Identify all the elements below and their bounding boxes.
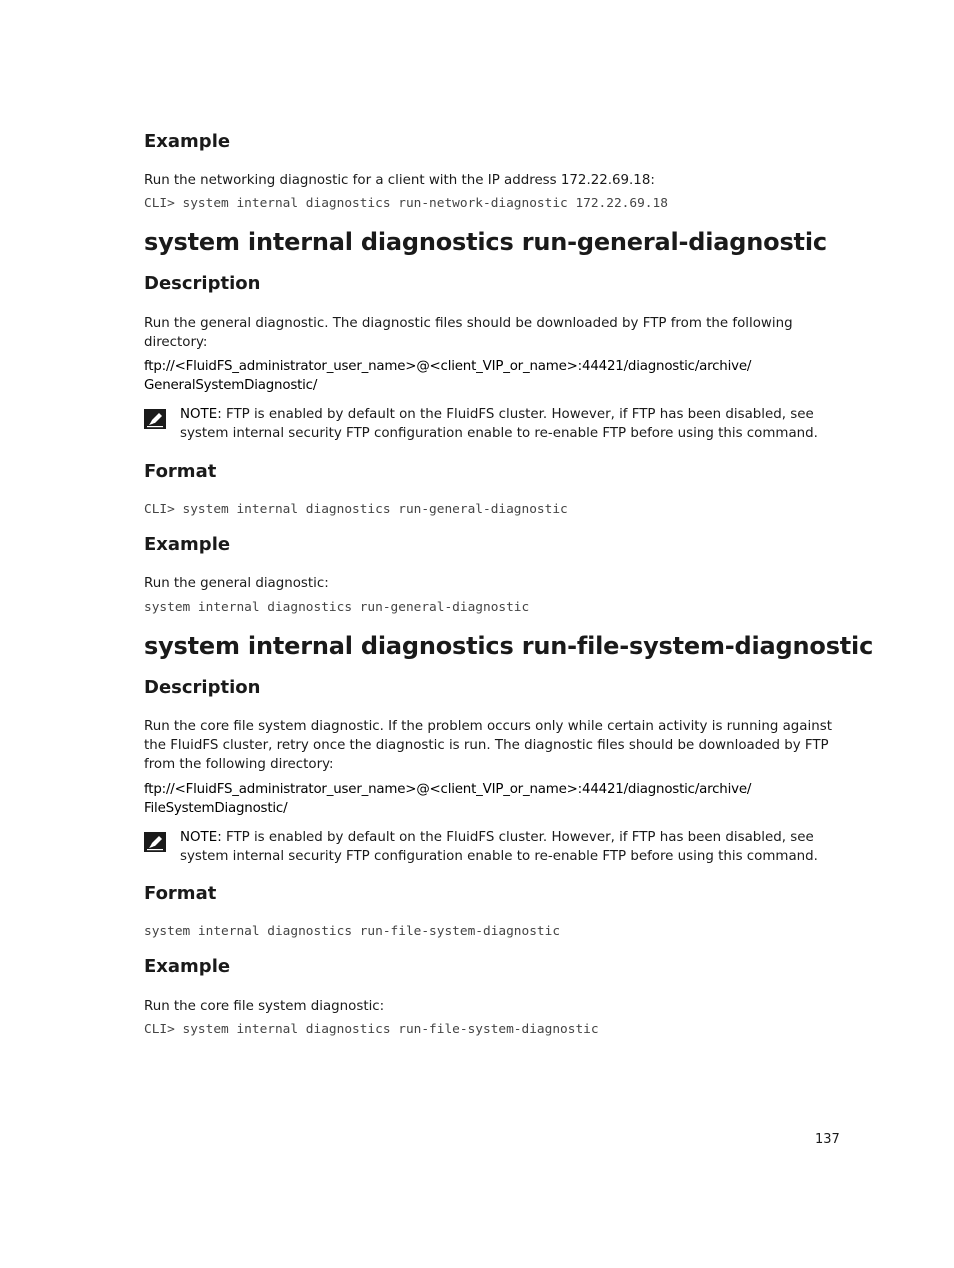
example-heading: Example <box>144 131 231 152</box>
example-text: Run the networking diagnostic for a client with the IP address 172.22.69.18: <box>144 173 655 188</box>
example-code: system internal diagnostics run-general-diagnostic <box>144 600 530 615</box>
format-code: CLI> system internal diagnostics run-general-diagnostic <box>144 502 568 517</box>
ftp-path-line1: ftp://<FluidFS_administrator_user_name>@<client_VIP_or_name>:44421/diagnostic/archive/ <box>144 359 752 374</box>
note-text <box>180 405 844 443</box>
section-title-filesystem: system internal diagnostics run-file-system-diagnostic <box>144 632 874 660</box>
description-heading: Description <box>144 273 261 294</box>
ftp-path <box>144 780 844 818</box>
note-pencil-icon <box>144 832 166 852</box>
example-text: Run the core file system diagnostic: <box>144 999 385 1014</box>
example-code: CLI> system internal diagnostics run-network-diagnostic 172.22.69.18 <box>144 196 668 211</box>
ftp-path-line2: GeneralSystemDiagnostic/ <box>144 378 318 393</box>
example-text: Run the general diagnostic: <box>144 576 329 591</box>
page-number: 137 <box>815 1132 840 1147</box>
note-label: NOTE: <box>180 407 222 422</box>
section-title-general: system internal diagnostics run-general-diagnostic <box>144 228 827 256</box>
ftp-path-line1: ftp://<FluidFS_administrator_user_name>@<client_VIP_or_name>:44421/diagnostic/archive/ <box>144 782 752 797</box>
ftp-path-line2: FileSystemDiagnostic/ <box>144 801 288 816</box>
note-body: FTP is enabled by default on the FluidFS cluster. However, if FTP has been disabled, see system internal security FTP configuration enable to re-enable FTP before using this command. <box>180 830 818 864</box>
description-text: Run the core file system diagnostic. If the problem occurs only while certain activity is running against the FluidFS cluster, retry once the diagnostic is run. The diagnostic files should be downloaded by FTP from the following directory: <box>144 719 832 772</box>
note-body: FTP is enabled by default on the FluidFS cluster. However, if FTP has been disabled, see system internal security FTP configuration enable to re-enable FTP before using this command. <box>180 407 818 441</box>
format-heading: Format <box>144 883 217 904</box>
example-heading: Example <box>144 956 231 977</box>
format-heading: Format <box>144 461 217 482</box>
description-heading: Description <box>144 677 261 698</box>
note-pencil-icon <box>144 409 166 429</box>
example-heading: Example <box>144 534 231 555</box>
format-code: system internal diagnostics run-file-system-diagnostic <box>144 924 561 939</box>
example-code: CLI> system internal diagnostics run-file-system-diagnostic <box>144 1022 599 1037</box>
note-text <box>180 828 844 866</box>
note-label: NOTE: <box>180 830 222 845</box>
ftp-path <box>144 357 844 395</box>
description-text: Run the general diagnostic. The diagnostic files should be downloaded by FTP from the following directory: <box>144 316 793 350</box>
